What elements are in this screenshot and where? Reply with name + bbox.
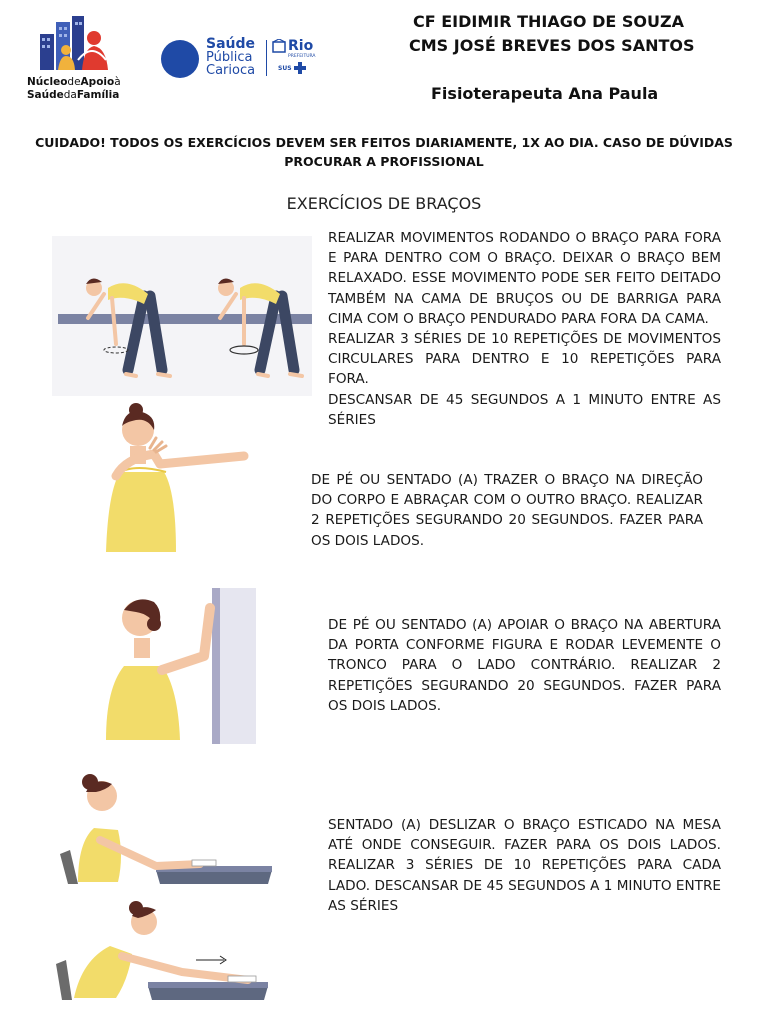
- exercise-2-paragraph-1: DE PÉ OU SENTADO (A) TRAZER O BRAÇO NA DIREÇÃO DO CORPO E ABRAÇAR COM O OUTRO BRAÇO. REALIZAR 2 REPETIÇÕES SEGURANDO 20 SEGUNDOS. FAZER PARA OS DOIS LADOS.: [311, 472, 703, 549]
- exercise-4-text: [328, 815, 721, 916]
- nasf-logo-graphic: [34, 14, 116, 76]
- logo-divider: [266, 40, 267, 76]
- clinic-name-line2: CMS JOSÉ BREVES DOS SANTOS: [409, 36, 695, 55]
- exercise-3-paragraph-1: DE PÉ OU SENTADO (A) APOIAR O BRAÇO NA ABERTURA DA PORTA CONFORME FIGURA E RODAR LEVEMENTE O TRONCO PARA O LADO CONTRÁRIO. REALIZAR 2 REPETIÇÕES SEGURANDO 20 SEGUNDOS. FAZER PARA OS DOIS LADOS.: [328, 617, 721, 714]
- warning-text: CUIDADO! TODOS OS EXERCÍCIOS DEVEM SER FEITOS DIARIAMENTE, 1X AO DIA. CASO DE DÚVIDAS PROCURAR A PROFISSIONAL: [35, 135, 733, 169]
- exercise-1-paragraph-2: REALIZAR 3 SÉRIES DE 10 REPETIÇÕES DE MOVIMENTOS CIRCULARES PARA DENTRO E 10 REPETIÇÕES PARA FORA.: [328, 331, 721, 388]
- clinic-name-line1: CF EIDIMIR THIAGO DE SOUZA: [413, 12, 684, 31]
- exercise-1-text: [328, 228, 721, 430]
- sus-cross-icon: [294, 62, 306, 74]
- prefeitura-rio-logo: Rio PREFEITURA SUS: [272, 38, 316, 74]
- saude-logo-text: Saúde Pública Carioca: [206, 36, 256, 78]
- city-crest-icon: [272, 39, 286, 53]
- section-title: EXERCÍCIOS DE BRAÇOS: [286, 194, 482, 213]
- exercise-3-illustration: [100, 588, 260, 744]
- exercise-2-text: [311, 470, 703, 551]
- exercise-2-illustration: [96, 402, 252, 558]
- blue-circle-icon: [160, 39, 200, 79]
- exercise-1-paragraph-1: REALIZAR MOVIMENTOS RODANDO O BRAÇO PARA FORA E PARA DENTRO COM O BRAÇO. DEIXAR O BRAÇO BEM RELAXADO. ESSE MOVIMENTO PODE SER FEITO DEITADO TAMBÉM NA CAMA DE BRUÇOS OU DE BARRIGA PARA CIMA COM O BRAÇO PENDURADO PARA FORA DA CAMA.: [328, 230, 721, 327]
- nasf-logo-text: NúcleodeApoioà SaúdedaFamília: [27, 76, 121, 101]
- exercise-1-paragraph-3: DESCANSAR DE 45 SEGUNDOS A 1 MINUTO ENTRE AS SÉRIES: [328, 391, 721, 428]
- exercise-4-paragraph-1: SENTADO (A) DESLIZAR O BRAÇO ESTICADO NA MESA ATÉ ONDE CONSEGUIR. FAZER PARA OS DOIS LADOS. REALIZAR 3 SÉRIES DE 10 REPETIÇÕES PARA CADA LADO. DESCANSAR DE 45 SEGUNDOS A 1 MINUTO ENTRE AS SÉRIES: [328, 817, 721, 914]
- professional-name: Fisioterapeuta Ana Paula: [431, 84, 659, 103]
- exercise-4-illustration-top: [56, 770, 276, 890]
- exercise-3-text: [328, 615, 721, 716]
- exercise-1-illustration: [52, 236, 312, 396]
- exercise-4-illustration-bottom: [52, 900, 272, 1010]
